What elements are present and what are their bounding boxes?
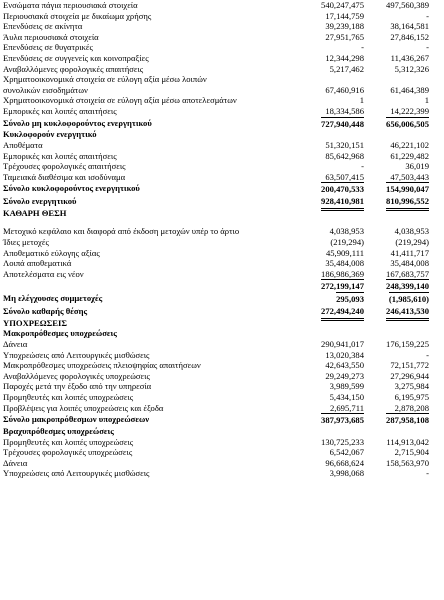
value-current-year: 130,725,233: [321, 436, 364, 447]
row-label: Ενσώματα πάγια περιουσιακά στοιχεία: [3, 0, 138, 10]
value-current-year: -: [361, 42, 364, 53]
table-row: [0, 140, 444, 151]
value-current-year: 63,507,415: [325, 171, 364, 182]
value-current-year: 5,217,462: [329, 63, 364, 74]
value-current-year: 17,144,759: [325, 10, 364, 21]
value-prior-year: (1,985,610): [388, 294, 429, 305]
value-prior-year: 14,222,399: [390, 105, 429, 116]
value-current-year: 27,951,765: [325, 31, 364, 42]
row-label: Δάνεια: [3, 339, 28, 350]
value-current-year: 39,239,188: [325, 21, 364, 32]
row-label: Βραχυπρόθεσμες υποχρεώσεις: [3, 425, 114, 436]
row-label: Σύνολο κυκλοφορούντος ενεργητικού: [3, 183, 140, 194]
value-current-year: 2,695,711: [329, 402, 364, 413]
table-row: [0, 226, 444, 237]
row-label: Μετοχικό κεφάλαιο και διαφορά από έκδοση μετοχών υπέρ το άρτιο: [3, 226, 240, 237]
section-heading: [0, 328, 444, 339]
row-label: Προβλέψεις για λοιπές υποχρεώσεις και έξοδα: [3, 402, 164, 413]
value-prior-year: 4,038,953: [394, 226, 429, 237]
table-row: [0, 85, 444, 96]
row-label: Αποθέματα: [3, 139, 43, 150]
table-row: [0, 350, 444, 361]
table-row: [0, 360, 444, 371]
row-label: Σύνολο μη κυκλοφορούντος ενεργητικού: [3, 117, 152, 128]
row-label: ΥΠΟΧΡΕΩΣΕΙΣ: [3, 317, 67, 328]
section-heading: [0, 129, 444, 140]
value-prior-year: 656,006,505: [386, 118, 429, 129]
value-prior-year: -: [426, 468, 429, 479]
table-row: [0, 11, 444, 22]
table-row: [0, 95, 444, 106]
row-label: Μη ελέγχουσες συμμετοχές: [3, 293, 103, 304]
value-prior-year: 41,411,717: [390, 247, 429, 258]
value-prior-year: 27,846,152: [390, 31, 429, 42]
value-current-year: 5,434,150: [329, 392, 364, 402]
value-prior-year: 38,164,581: [390, 21, 429, 32]
value-prior-year: 3,275,984: [394, 381, 429, 392]
row-label: Άυλα περιουσιακά στοιχεία: [3, 31, 99, 42]
total-row: [0, 292, 444, 305]
table-row: [0, 403, 444, 414]
value-current-year: (219,294): [330, 237, 364, 248]
value-current-year: 85,642,968: [325, 150, 364, 161]
value-prior-year: 497,560,389: [386, 0, 429, 10]
row-label: Επενδύσεις σε θυγατρικές: [3, 42, 93, 53]
value-prior-year: 154,990,047: [386, 184, 429, 195]
row-label: Προμηθευτές και λοιπές υποχρεώσεις: [3, 436, 134, 447]
value-prior-year: 1: [424, 95, 429, 106]
table-row: [0, 339, 444, 350]
value-prior-year: 46,221,102: [390, 139, 429, 150]
value-current-year: 928,410,981: [321, 195, 364, 211]
total-row: [0, 279, 444, 292]
table-row: [0, 151, 444, 162]
value-current-year: 29,249,273: [325, 370, 364, 381]
table-row: [0, 248, 444, 259]
table-row: [0, 237, 444, 248]
row-label: Υποχρεώσεις από Λειτουργικές μισθώσεις: [3, 349, 150, 360]
value-prior-year: 6,195,975: [394, 392, 429, 402]
value-prior-year: 176,159,225: [386, 339, 429, 350]
row-label: Χρηματοοικονομικά στοιχεία σε εύλογη αξία μέσω λοιπών: [3, 74, 207, 85]
value-current-year: 18,334,586: [325, 105, 364, 116]
row-label: Επενδύσεις σε συγγενείς και κοινοπραξίες: [3, 52, 149, 63]
value-current-year: 200,470,533: [321, 184, 364, 195]
value-prior-year: -: [426, 349, 429, 360]
value-prior-year: (219,294): [395, 237, 429, 248]
row-label: συνολικών εισοδημάτων: [3, 84, 88, 95]
row-label: Παροχές μετά την έξοδο από την υπηρεσία: [3, 381, 152, 392]
row-label: Μακροπρόθεσμες υποχρεώσεις: [3, 328, 117, 339]
value-prior-year: 35,484,008: [390, 258, 429, 269]
value-prior-year: 167,683,757: [386, 268, 429, 279]
value-prior-year: 36,019: [405, 161, 429, 172]
value-current-year: 12,344,298: [325, 52, 364, 63]
table-row: [0, 21, 444, 32]
row-label: Λοιπά αποθεματικά: [3, 258, 72, 269]
value-prior-year: 287,958,108: [386, 415, 429, 426]
table-row: [0, 0, 444, 11]
spacer: [0, 218, 444, 226]
row-label: Αποθεματικό εύλογης αξίας: [3, 247, 100, 258]
table-row: [0, 381, 444, 392]
row-label: Ίδιες μετοχές: [3, 237, 49, 248]
row-label: Μακροπρόθεσμες υποχρεώσεις πλειοψηφίας απαιτήσεων: [3, 360, 201, 371]
table-row: [0, 371, 444, 382]
value-prior-year: 72,151,772: [390, 360, 429, 371]
total-row: [0, 117, 444, 130]
row-label: Χρηματοοικονομικά στοιχεία σε εύλογη αξία μέσω αποτελεσμάτων: [3, 95, 237, 106]
table-row: [0, 161, 444, 172]
value-prior-year: 248,399,140: [386, 281, 429, 292]
value-current-year: 727,940,448: [321, 118, 364, 129]
value-current-year: 295,093: [336, 294, 364, 305]
value-current-year: 186,986,369: [321, 268, 364, 279]
row-label: Σύνολο μακροπρόθεσμων υποχρεώσεων: [3, 414, 150, 425]
value-prior-year: 61,229,482: [390, 150, 429, 161]
row-label: Περιουσιακά στοιχεία με δικαίωμα χρήσης: [3, 10, 152, 21]
value-current-year: 272,494,240: [321, 305, 364, 321]
table-row: [0, 258, 444, 269]
table-row: [0, 437, 444, 448]
section-heading: [0, 426, 444, 437]
row-label: Ταμειακά διαθέσιμα και ισοδύναμα: [3, 171, 126, 182]
table-row: [0, 42, 444, 53]
value-current-year: 1: [359, 95, 364, 106]
row-label: Επενδύσεις σε ακίνητα: [3, 21, 83, 32]
value-current-year: 272,199,147: [321, 281, 364, 292]
value-prior-year: 11,436,267: [390, 52, 429, 63]
row-label: Αναβαλλόμενες φορολογικές απαιτήσεις: [3, 63, 144, 74]
table-row: [0, 269, 444, 280]
value-prior-year: 2,715,904: [394, 447, 429, 458]
value-prior-year: -: [426, 42, 429, 53]
value-current-year: 42,643,550: [325, 360, 364, 371]
row-label: ΚΑΘΑΡΗ ΘΕΣΗ: [3, 207, 67, 218]
total-row: [0, 182, 444, 195]
row-label: Προμηθευτές και λοιπές υποχρεώσεις: [3, 392, 134, 402]
value-current-year: 3,998,068: [329, 468, 364, 479]
row-label: Δάνεια: [3, 457, 28, 468]
value-current-year: 67,460,916: [325, 84, 364, 95]
table-row: [0, 64, 444, 75]
row-label: Αποτελέσματα εις νέον: [3, 268, 84, 279]
table-row: [0, 468, 444, 479]
total-row: [0, 413, 444, 426]
value-current-year: 290,941,017: [321, 339, 364, 350]
value-current-year: 45,909,111: [325, 247, 364, 258]
section-heading: [0, 318, 444, 329]
value-current-year: 3,989,599: [329, 381, 364, 392]
value-current-year: 540,247,475: [321, 0, 364, 10]
row-label: Αναβαλλόμενες φορολογικές υποχρεώσεις: [3, 370, 150, 381]
value-prior-year: 246,413,530: [386, 305, 429, 321]
value-prior-year: 810,996,552: [386, 195, 429, 211]
table-row: [0, 74, 444, 85]
table-row: [0, 447, 444, 458]
row-label: Τρέχουσες φορολογικές υποχρεώσεις: [3, 447, 133, 458]
value-current-year: 51,320,151: [325, 139, 364, 150]
table-row: [0, 106, 444, 117]
value-current-year: 6,542,067: [329, 447, 364, 458]
row-label: Τρέχουσες φορολογικές απαιτήσεις: [3, 161, 126, 172]
total-row: [0, 195, 444, 208]
row-label: Υποχρεώσεις από Λειτουργικές μισθώσεις: [3, 468, 150, 479]
value-prior-year: 5,312,326: [394, 63, 429, 74]
table-row: [0, 392, 444, 403]
total-row: [0, 305, 444, 318]
table-row: [0, 172, 444, 183]
section-heading: [0, 208, 444, 219]
value-prior-year: 2,878,208: [394, 402, 429, 413]
row-label: Κυκλοφορούν ενεργητικό: [3, 129, 97, 140]
row-label: Σύνολο καθαρής θέσης: [3, 306, 88, 317]
table-row: [0, 32, 444, 43]
value-current-year: 35,484,008: [325, 258, 364, 269]
value-prior-year: 47,503,443: [390, 171, 429, 182]
table-row: [0, 458, 444, 469]
row-label: Εμπορικές και λοιπές απαιτήσεις: [3, 105, 117, 116]
value-prior-year: 61,464,389: [390, 84, 429, 95]
row-label: Σύνολο ενεργητικού: [3, 196, 77, 207]
value-prior-year: 27,296,944: [390, 370, 429, 381]
value-prior-year: 114,913,042: [386, 436, 429, 447]
value-prior-year: 158,563,970: [386, 457, 429, 468]
value-current-year: -: [361, 161, 364, 172]
value-current-year: 96,668,624: [325, 457, 364, 468]
value-current-year: 4,038,953: [329, 226, 364, 237]
value-current-year: 13,020,384: [325, 349, 364, 360]
row-label: Εμπορικές και λοιπές απαιτήσεις: [3, 150, 117, 161]
value-prior-year: -: [426, 10, 429, 21]
table-row: [0, 53, 444, 64]
value-current-year: 387,973,685: [321, 415, 364, 426]
